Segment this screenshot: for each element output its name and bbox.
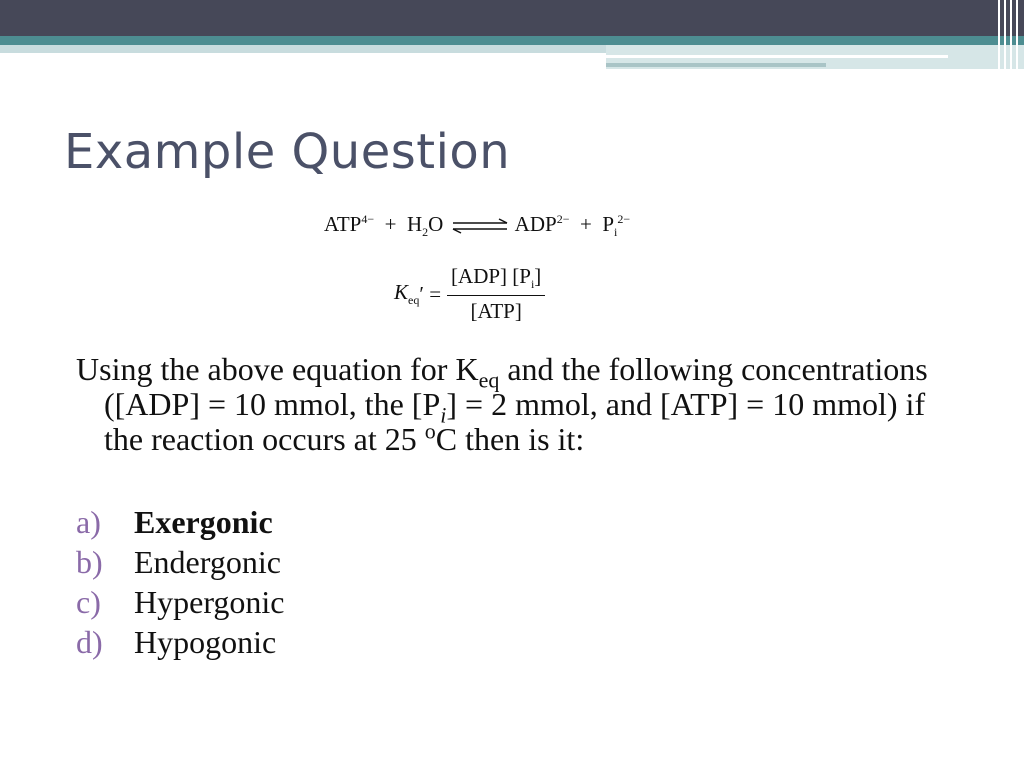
phosphate-p: P — [602, 212, 614, 236]
atp-term: ATP — [324, 212, 362, 236]
keq-fraction — [447, 264, 545, 324]
header-accent-line — [606, 55, 948, 58]
header-light-bar-left — [0, 45, 606, 53]
phosphate-subscript: i — [614, 225, 618, 240]
option-d[interactable] — [76, 625, 956, 665]
option-text: Hypogonic — [134, 624, 277, 660]
option-text: Endergonic — [134, 544, 281, 580]
option-b[interactable] — [76, 545, 956, 585]
question-body — [76, 352, 956, 697]
option-text: Exergonic — [134, 504, 273, 540]
option-a[interactable] — [76, 505, 956, 545]
header-accent-line-2 — [606, 63, 826, 67]
water-subscript: 2 — [422, 225, 429, 240]
option-c[interactable] — [76, 585, 956, 625]
slide-title: Example Question — [64, 124, 511, 180]
keq-prime-equals: ′ = — [419, 281, 442, 306]
keq-label: $K_{eq}$ — [394, 280, 420, 308]
question-text: Using the above equation for $K_{eq}$ and the following concentrations ([ADP] = 10 mmol, the $[P_i] = 2$ mmol, and [ATP] = 10 mmol) if the reaction occurs at 25 $^o$C then is it: — [76, 351, 928, 457]
plus-sign-2: + — [579, 212, 592, 236]
phosphate-charge: 2− — [617, 212, 631, 226]
keq-formula — [394, 264, 545, 324]
header-teal-bar — [0, 36, 1024, 45]
header-edge-stripes — [994, 0, 1024, 69]
answer-options — [76, 505, 956, 665]
plus-sign: + — [384, 212, 397, 236]
header-dark-bar — [0, 0, 1024, 36]
adp-charge: 2− — [556, 212, 570, 226]
hydrolysis-reaction — [324, 212, 684, 240]
water-h: H — [406, 212, 423, 236]
option-letter: b) — [76, 544, 103, 580]
option-letter: c) — [76, 584, 101, 620]
adp-term: ADP — [514, 212, 557, 236]
atp-charge: 4− — [361, 212, 375, 226]
water-o: O — [428, 212, 444, 236]
option-text: Hypergonic — [134, 584, 285, 620]
reaction-equation — [324, 212, 684, 324]
fraction-denominator: [ATP] — [470, 299, 522, 324]
option-letter: a) — [76, 504, 101, 540]
fraction-numerator: [ADP] $[P_i]$ — [447, 264, 545, 296]
equilibrium-arrow-icon — [451, 218, 509, 234]
option-letter: d) — [76, 624, 103, 660]
